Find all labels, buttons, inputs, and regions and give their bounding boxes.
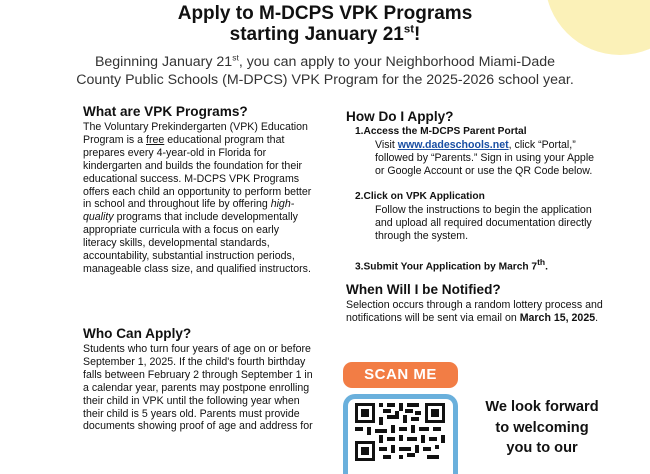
dadeschools-link[interactable]: www.dadeschools.net	[397, 139, 509, 151]
intro-paragraph: Beginning January 21st, you can apply to your Neighborhood Miami-Dade County Public Schools (M-DPCS) VPK Program for the 2025-2026 school year.	[76, 52, 574, 88]
step2-body: Follow the instructions to begin the application and upload all required documentation directly through the system.	[375, 204, 592, 242]
notified-paragraph: Selection occurs through a random lottery process and notifications will be sent via email on March 15, 2025.	[346, 299, 603, 324]
closing-line: you to our	[506, 440, 578, 456]
closing-message	[467, 397, 617, 459]
who-heading: Who Can Apply?	[83, 326, 192, 341]
what-heading: What are VPK Programs?	[83, 104, 248, 119]
who-paragraph: Students who turn four years of age on or before September 1, 2025. If the child's fourth birthday falls between February 2 through September 1 in a calendar year, parents may postpone enrolling their child in VPK until the following year when their child is 5 years old. Parents must provide documents showing proof of age and address for	[83, 343, 313, 433]
page-title: Apply to M-DCPS VPK Programs	[177, 3, 473, 24]
how-heading: How Do I Apply?	[346, 109, 454, 124]
page-subtitle: starting January 21st!	[229, 23, 421, 45]
closing-line: to welcoming	[495, 419, 589, 436]
step3-title: 3.Submit Your Application by March 7th.	[355, 257, 548, 273]
notified-heading: When Will I be Notified?	[346, 282, 501, 297]
step1-title: 1.Access the M-DCPS Parent Portal	[355, 126, 527, 137]
closing-line: We look forward	[485, 399, 599, 415]
scan-me-badge: SCAN ME	[343, 362, 458, 388]
what-paragraph: The Voluntary Prekindergarten (VPK) Education Program is a free educational program that prepares every 4-year-old in Florida for kindergarten and builds the foundation for their educational success. M-DCPS VPK Programs offers each child an opportunity to perform better in school and throughout life by offering high-quality programs that include developmentally appropriate curricula with a focus on early literacy skills, developmental standards, accountability, substantial instruction periods, manageable class size, and qualified instructors.	[83, 121, 312, 275]
step1-body: Visit www.dadeschools.net, click “Portal,” followed by “Parents.” Sign in using your Apple or Google Account or use the QR Code below.	[375, 139, 595, 177]
step2-title: 2.Click on VPK Application	[355, 191, 485, 202]
qr-code-icon[interactable]	[355, 401, 445, 461]
